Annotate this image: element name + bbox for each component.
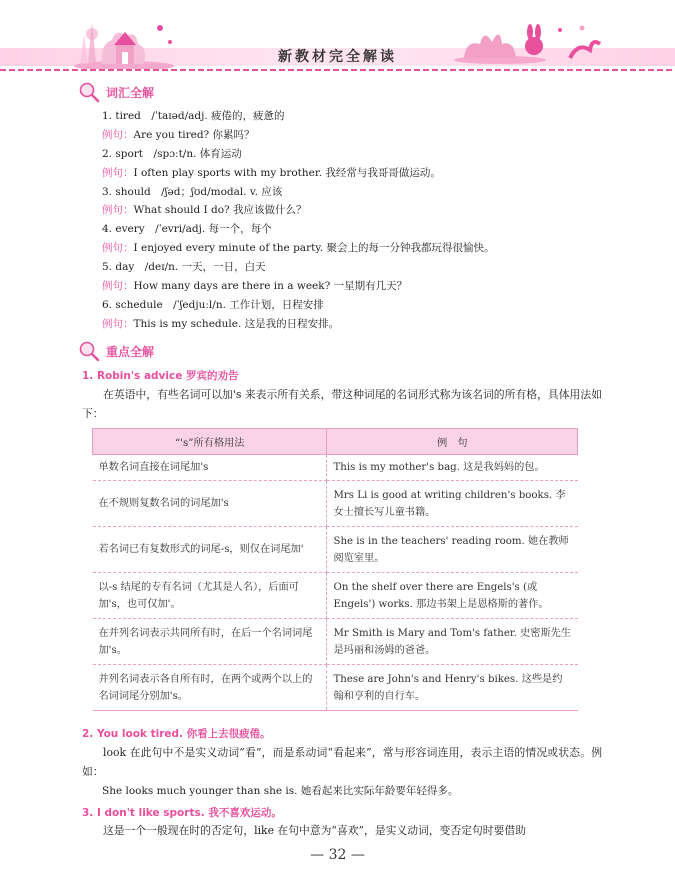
table-row — [93, 573, 578, 619]
usage-cell: 若名词已有复数形式的词尾-s，则仅在词尾加' — [93, 527, 327, 573]
table-row — [93, 619, 578, 665]
table-row — [93, 455, 578, 481]
vocab-example — [102, 126, 602, 145]
example-label: 例句： — [102, 204, 134, 217]
example-cell: Mr Smith is Mary and Tom's father. 史密斯先生是玛丽和汤姆的爸爸。 — [327, 619, 578, 665]
example-cell: Mrs Li is good at writing children's books. 李女士擅长写儿童书籍。 — [327, 481, 578, 527]
vocab-section-heading — [78, 80, 154, 104]
usage-cell: 在不规则复数名词的词尾加's — [93, 481, 327, 527]
vocab-entry-text: 3. should /ʃəd；ʃʊd/modal. v. 应该 — [102, 185, 283, 198]
table-header-row — [93, 429, 578, 455]
usage-cell: 以-s 结尾的专有名词（尤其是人名），后面可加's，也可仅加'。 — [93, 573, 327, 619]
header-divider — [0, 69, 675, 71]
point-3-title: 3. I don't like sports. 我不喜欢运动。 — [82, 807, 282, 819]
vocab-entry — [102, 258, 602, 277]
point-3-paragraph: 这是一个一般现在时的否定句，like 在句中意为“喜欢”，是实义动词，变否定句时要借助 — [103, 824, 526, 837]
example-text: How many days are there in a week? 一星期有几天？ — [133, 280, 408, 293]
vocab-entry-text: 4. every /ˈevri/adj. 每一个，每个 — [102, 223, 272, 236]
table-row — [93, 481, 578, 527]
vocab-example — [102, 277, 602, 296]
table-header-usage: “'s”所有格用法 — [93, 429, 327, 455]
example-cell: She is in the teachers' reading room. 她在教师阅览室里。 — [327, 527, 578, 573]
page-header — [0, 0, 675, 80]
example-cell: On the shelf over there are Engels's (或 Engels') works. 那边书架上是恩格斯的著作。 — [327, 573, 578, 619]
vocab-list — [102, 107, 602, 334]
vocab-example — [102, 164, 602, 183]
example-text: This is my schedule. 这是我的日程安排。 — [133, 317, 340, 330]
vocab-entry — [102, 296, 602, 315]
key-section-title: 重点全解 — [106, 344, 155, 359]
example-text: Are you tired? 你累吗？ — [133, 128, 255, 141]
example-label: 例句： — [102, 128, 134, 141]
magnifier-icon — [78, 340, 100, 362]
example-label: 例句： — [102, 280, 134, 293]
vocab-entry — [102, 107, 602, 126]
point-2-example: She looks much younger than she is. 她看起来比实际年龄要年轻得多。 — [102, 785, 459, 797]
point-1-title: 1. Robin's advice 罗宾的劝告 — [82, 370, 239, 382]
vocab-entry — [102, 183, 602, 202]
book-title: 新教材完全解读 — [278, 49, 397, 65]
point-1-paragraph: 在英语中，有些名词可以加's 来表示所有关系，带这种词尾的名词形式称为该名词的所有格，具体用法如下： — [82, 388, 602, 420]
example-text: I often play sports with my brother. 我经常与我哥哥做运动。 — [133, 166, 441, 179]
vocab-example — [102, 239, 602, 258]
table-row — [93, 665, 578, 711]
vocab-entry-text: 5. day /deɪ/n. 一天，一日，白天 — [102, 261, 266, 274]
key-section-heading — [78, 339, 154, 363]
vocab-example — [102, 315, 602, 334]
usage-cell: 在并列名词表示共同所有时，在后一个名词词尾加's。 — [93, 619, 327, 665]
table-header-example: 例 句 — [327, 429, 578, 455]
example-text: I enjoyed every minute of the party. 聚会上的每一分钟我都玩得很愉快。 — [133, 242, 495, 255]
example-label: 例句： — [102, 317, 134, 330]
vocab-entry-text: 1. tired /ˈtaɪəd/adj. 疲倦的，疲惫的 — [102, 110, 285, 122]
point-2-title: 2. You look tired. 你看上去很疲倦。 — [82, 728, 271, 740]
usage-cell: 单数名词直接在词尾加's — [93, 455, 327, 481]
vocab-entry-text: 6. schedule /ˈʃedjuːl/n. 工作计划，日程安排 — [102, 298, 324, 311]
possessive-usage-table — [92, 428, 578, 711]
vocab-entry-text: 2. sport /spɔːt/n. 体育运动 — [102, 147, 242, 160]
example-cell: This is my mother's bag. 这是我妈妈的包。 — [327, 455, 578, 481]
page-number: — 32 — — [310, 847, 365, 863]
example-label: 例句： — [102, 242, 134, 255]
table-row — [93, 527, 578, 573]
vocab-example — [102, 201, 602, 220]
usage-cell: 并列名词表示各自所有时，在两个或两个以上的名词词尾分别加's。 — [93, 665, 327, 711]
example-label: 例句： — [102, 166, 134, 179]
example-cell: These are John's and Henry's bikes. 这些是约翰和亨利的自行车。 — [327, 665, 578, 711]
example-text: What should I do? 我应该做什么？ — [133, 204, 307, 217]
vocab-entry — [102, 220, 602, 239]
point-2-paragraph: look 在此句中不是实义动词“看”，而是系动词“看起来”，常与形容词连用，表示主语的情况或状态。例如： — [82, 746, 602, 778]
vocab-entry — [102, 145, 602, 164]
vocab-section-title: 词汇全解 — [106, 85, 155, 100]
magnifier-icon — [78, 81, 100, 103]
